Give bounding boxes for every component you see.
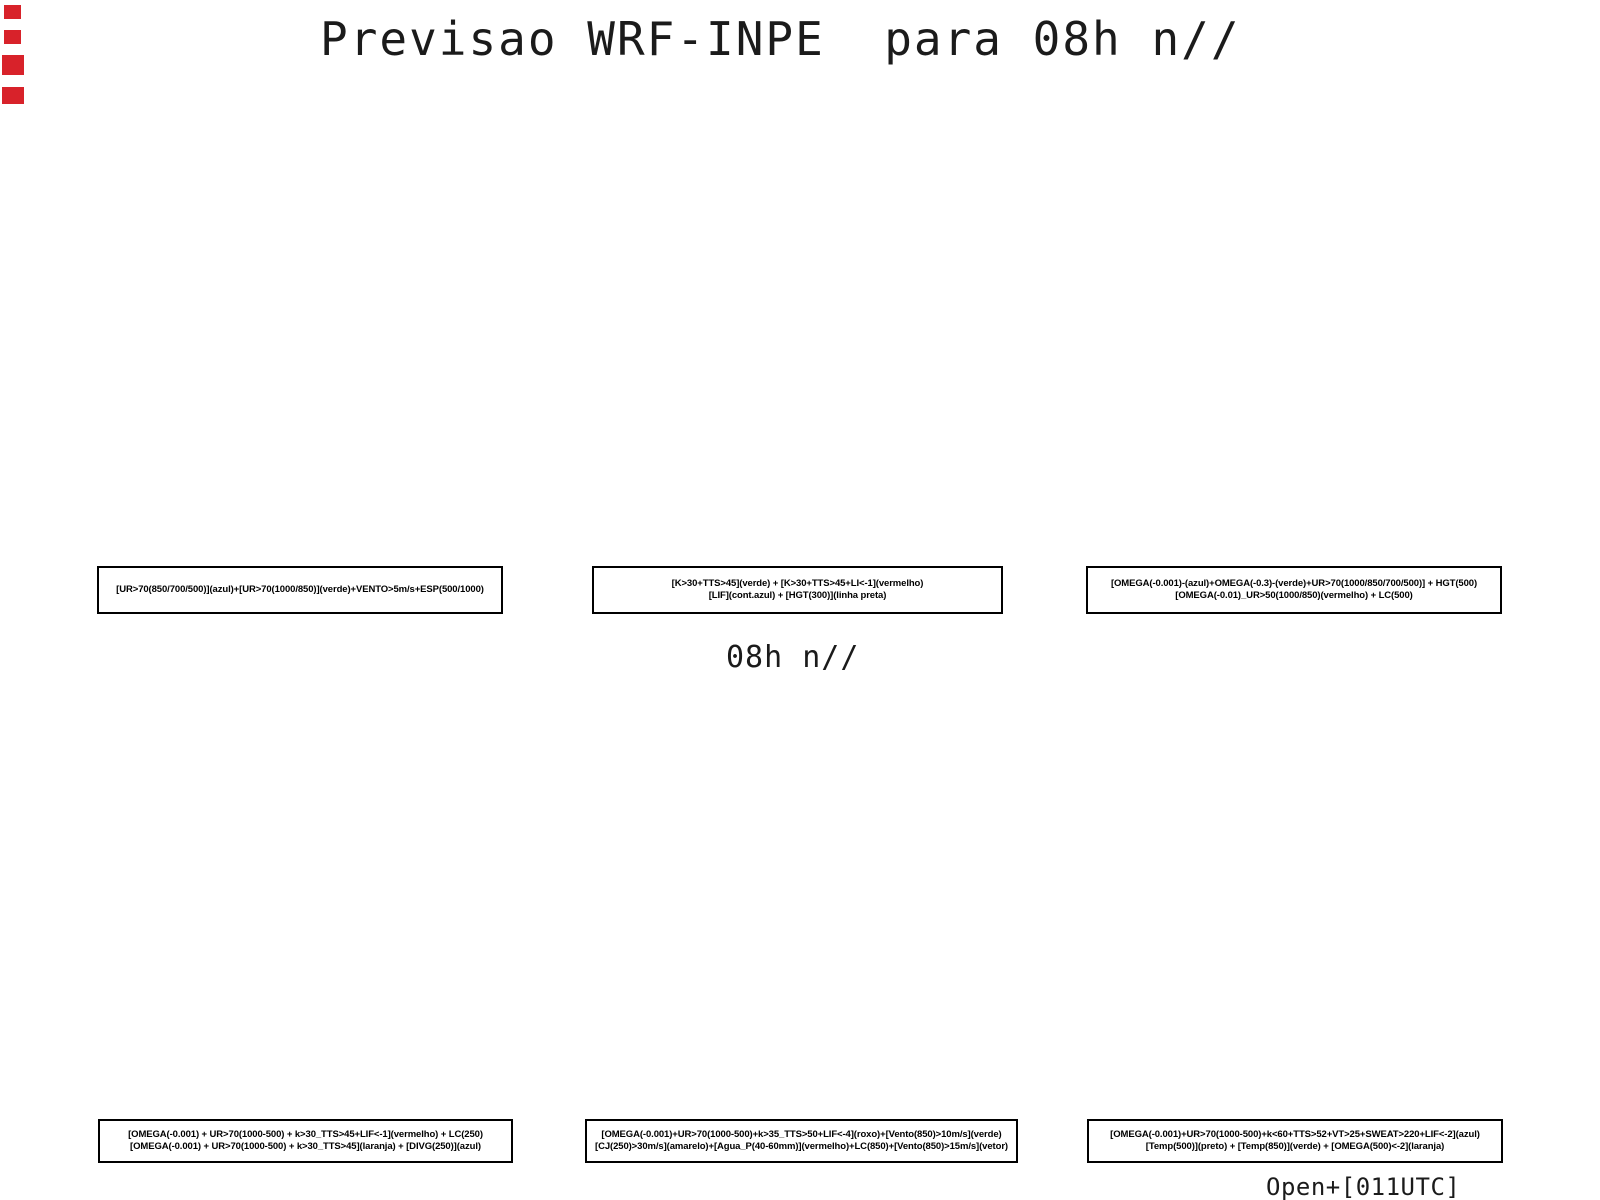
- legend-box-bottom-center: [585, 1119, 1018, 1163]
- legend-text: [OMEGA(-0.01)_UR>50(1000/850)(vermelho) + LC(500): [1175, 590, 1413, 601]
- page-title: Previsao WRF-INPE para 08h n//: [320, 12, 1241, 66]
- legend-box-bottom-left: [98, 1119, 513, 1163]
- legend-text: [CJ(250)>30m/s](amarelo)+[Agua_P(40-60mm)](vermelho)+LC(850)+[Vento(850)>15m/s](vetor): [595, 1141, 1008, 1152]
- red-button-placeholder-icon[interactable]: [2, 87, 24, 104]
- red-button-placeholder-icon[interactable]: [2, 55, 24, 75]
- legend-text: [K>30+TTS>45](verde) + [K>30+TTS>45+LI<-1](vermelho): [671, 578, 924, 589]
- legend-text: [OMEGA(-0.001) + UR>70(1000-500) + k>30_TTS>45+LIF<-1](vermelho) + LC(250): [128, 1129, 483, 1140]
- legend-text: [OMEGA(-0.001)+UR>70(1000-500)+k<60+TTS>52+VT>25+SWEAT>220+LIF<-2](azul): [1110, 1129, 1480, 1140]
- legend-box-top-center: [592, 566, 1003, 614]
- legend-text: [LIF](cont.azul) + [HGT(300)](linha preta): [708, 590, 887, 601]
- forecast-hour-label: 08h n//: [726, 640, 860, 675]
- legend-box-bottom-right: [1087, 1119, 1503, 1163]
- red-button-placeholder-icon[interactable]: [4, 5, 21, 19]
- legend-text: [UR>70(850/700/500)](azul)+[UR>70(1000/850)](verde)+VENTO>5m/s+ESP(500/1000): [116, 584, 484, 595]
- red-button-placeholder-icon[interactable]: [4, 30, 21, 44]
- footer-status-label: Open+[011UTC]: [1266, 1173, 1461, 1200]
- legend-text: [Temp(500)](preto) + [Temp(850)](verde) + [OMEGA(500)<-2](laranja): [1145, 1141, 1445, 1152]
- legend-text: [OMEGA(-0.001)-(azul)+OMEGA(-0.3)-(verde)+UR>70(1000/850/700/500)] + HGT(500): [1110, 578, 1478, 589]
- legend-box-top-right: [1086, 566, 1502, 614]
- legend-text: [OMEGA(-0.001)+UR>70(1000-500)+k>35_TTS>50+LIF<-4](roxo)+[Vento(850)>10m/s](verde): [601, 1129, 1002, 1140]
- legend-text: [OMEGA(-0.001) + UR>70(1000-500) + k>30_TTS>45](laranja) + [DIVG(250)](azul): [130, 1141, 481, 1152]
- legend-box-top-left: [97, 566, 503, 614]
